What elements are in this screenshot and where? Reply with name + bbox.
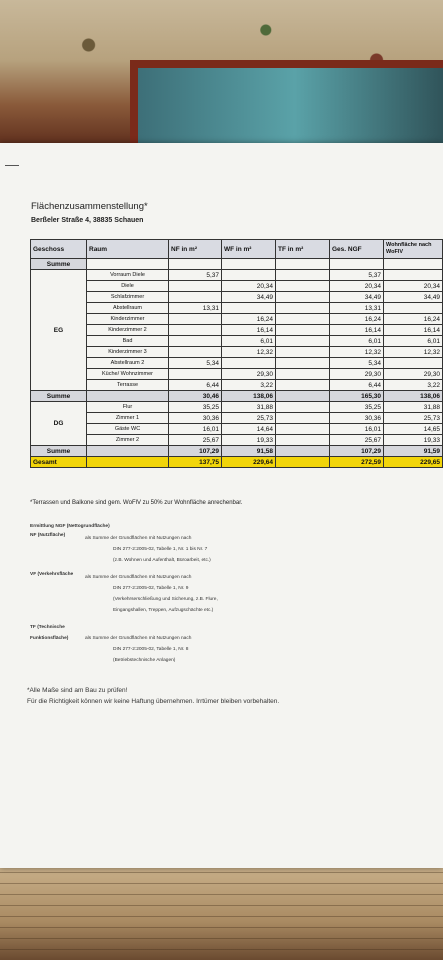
- area-value: [276, 270, 330, 281]
- area-value: 19,33: [384, 435, 443, 446]
- area-value: 6,01: [222, 336, 276, 347]
- definitions-heading: Ermittlung NGF (Nettogrundfläche): [30, 524, 110, 529]
- header-raum: Raum: [87, 240, 169, 259]
- area-value: 16,24: [330, 314, 384, 325]
- table-row: [31, 402, 443, 413]
- area-value: [276, 292, 330, 303]
- area-value: [276, 369, 330, 380]
- area-value: 20,34: [330, 281, 384, 292]
- room-name: Schlafzimmer: [87, 292, 169, 303]
- room-name: Zimmer 2: [87, 435, 169, 446]
- area-value: 5,37: [330, 270, 384, 281]
- area-value: 5,34: [169, 358, 222, 369]
- area-value: 6,01: [330, 336, 384, 347]
- area-value: 29,30: [384, 369, 443, 380]
- area-value: 16,14: [384, 325, 443, 336]
- room-name: Abstellraum 2: [87, 358, 169, 369]
- area-value: [276, 281, 330, 292]
- definition-tf: TF (Technische Funktionsfläche) als Summe der Grundflächen mit Nutzungen nach DIN 277-2:2005-02, Tabelle 1, Nr. 8 (Betriebstechnische Anlagen): [30, 625, 192, 663]
- area-value: [169, 336, 222, 347]
- room-name: Diele: [87, 281, 169, 292]
- area-value: [222, 303, 276, 314]
- table-row-dg-summe: Summe 107,29 91,58 107,29 91,59: [31, 446, 443, 457]
- area-value: 34,49: [222, 292, 276, 303]
- table-row: [31, 336, 443, 347]
- area-value: 5,34: [330, 358, 384, 369]
- header-tf: TF in m²: [276, 240, 330, 259]
- area-value: 35,25: [169, 402, 222, 413]
- background-photo-top: [0, 0, 443, 150]
- table-row: [31, 435, 443, 446]
- area-value: 34,49: [384, 292, 443, 303]
- dg-geschoss-label: DG: [31, 402, 87, 446]
- area-value: 6,44: [169, 380, 222, 391]
- area-value: [276, 424, 330, 435]
- area-value: 5,37: [169, 270, 222, 281]
- table-row: [31, 347, 443, 358]
- area-value: [384, 303, 443, 314]
- area-value: [169, 314, 222, 325]
- area-value: [276, 303, 330, 314]
- top-summe-label: Summe: [31, 259, 87, 270]
- definition-vf: VF (Verkehrsfläche als Summe der Grundflächen mit Nutzungen nach DIN 277-2:2005-02, Tabelle 1, Nr. 9 (Verkehrserschließung und Sicherung, z.B. Flure, Eingangshallen, Treppen, Aufzugschächte etc.): [30, 572, 218, 613]
- area-value: [276, 413, 330, 424]
- area-value: [276, 325, 330, 336]
- table-row: [31, 424, 443, 435]
- area-value: 6,44: [330, 380, 384, 391]
- table-row: [31, 303, 443, 314]
- room-name: Zimmer 1: [87, 413, 169, 424]
- document-address: Berßeler Straße 4, 38835 Schauen: [31, 217, 144, 224]
- area-value: 13,31: [330, 303, 384, 314]
- definition-nf: NF (Nutzfläche) als Summe der Grundflächen mit Nutzungen nach DIN 277-2:2005-02, Tabelle 1, Nr. 1 bis Nr. 7 (z.B. Wohnen und Aufenthalt, Büroarbeit, etc.): [30, 533, 211, 563]
- area-value: 14,65: [384, 424, 443, 435]
- area-value: [276, 435, 330, 446]
- area-value: [222, 358, 276, 369]
- table-row: [31, 358, 443, 369]
- area-value: 20,34: [384, 281, 443, 292]
- area-value: 16,14: [222, 325, 276, 336]
- area-value: 12,32: [222, 347, 276, 358]
- area-value: 29,30: [222, 369, 276, 380]
- table-row: [31, 281, 443, 292]
- area-value: [276, 347, 330, 358]
- area-value: 16,24: [384, 314, 443, 325]
- area-value: 3,22: [384, 380, 443, 391]
- area-value: [276, 358, 330, 369]
- table-row: [31, 292, 443, 303]
- area-value: 25,67: [330, 435, 384, 446]
- header-ngf: Ges. NGF: [330, 240, 384, 259]
- area-value: [384, 270, 443, 281]
- area-value: 30,36: [330, 413, 384, 424]
- area-table: [30, 239, 443, 468]
- area-value: 31,88: [222, 402, 276, 413]
- area-value: [222, 270, 276, 281]
- table-row: [31, 413, 443, 424]
- room-name: Küche/ Wohnzimmer: [87, 369, 169, 380]
- area-value: 25,73: [384, 413, 443, 424]
- corner-mark: [5, 165, 19, 166]
- room-name: Flur: [87, 402, 169, 413]
- area-value: [276, 402, 330, 413]
- area-value: 20,34: [222, 281, 276, 292]
- table-row-eg-summe: Summe 30,46 138,06 165,30 138,06: [31, 391, 443, 402]
- area-value: 6,01: [384, 336, 443, 347]
- room-name: Abstellraum: [87, 303, 169, 314]
- area-value: 16,01: [169, 424, 222, 435]
- table-header-row: [31, 240, 443, 259]
- area-value: 31,88: [384, 402, 443, 413]
- area-value: 25,73: [222, 413, 276, 424]
- document-page: [0, 143, 443, 868]
- area-value: 25,67: [169, 435, 222, 446]
- eg-section: [31, 270, 443, 391]
- area-value: 34,49: [330, 292, 384, 303]
- area-value: 16,24: [222, 314, 276, 325]
- header-wf: WF in m²: [222, 240, 276, 259]
- area-value: 35,25: [330, 402, 384, 413]
- area-value: 29,30: [330, 369, 384, 380]
- area-value: 16,01: [330, 424, 384, 435]
- area-value: 16,14: [330, 325, 384, 336]
- table-row: [31, 314, 443, 325]
- table-row: [31, 325, 443, 336]
- room-name: Terrasse: [87, 380, 169, 391]
- table-row-top-summe: [31, 259, 443, 270]
- area-value: 30,36: [169, 413, 222, 424]
- eg-geschoss-label: EG: [31, 270, 87, 391]
- area-value: [169, 325, 222, 336]
- area-value: [169, 347, 222, 358]
- terrace-footnote: *Terrassen und Balkone sind gem. WoFlV zu 50% zur Wohnfläche anrechenbar.: [30, 500, 243, 506]
- area-value: [276, 336, 330, 347]
- table-row: [31, 380, 443, 391]
- area-value: [169, 369, 222, 380]
- area-value: 13,31: [169, 303, 222, 314]
- ngf-definitions: [30, 521, 430, 672]
- table-row: [31, 369, 443, 380]
- room-name: Kinderzimmer: [87, 314, 169, 325]
- area-value: 14,64: [222, 424, 276, 435]
- disclaimer-notes: [27, 685, 279, 707]
- area-value: [169, 292, 222, 303]
- background-photo-bottom: [0, 865, 443, 960]
- room-name: Kinderzimmer 2: [87, 325, 169, 336]
- note-liability: Für die Richtigkeit können wir keine Haftung übernehmen. Irrtümer bleiben vorbehalten.: [27, 698, 280, 705]
- header-wohnflaeche: Wohnfläche nach WoFlV: [384, 240, 443, 259]
- area-value: [384, 358, 443, 369]
- room-name: Bad: [87, 336, 169, 347]
- table-row: [31, 270, 443, 281]
- area-value: 3,22: [222, 380, 276, 391]
- header-nf: NF in m²: [169, 240, 222, 259]
- room-name: Vorraum Diele: [87, 270, 169, 281]
- header-geschoss: Geschoss: [31, 240, 87, 259]
- note-measure: *Alle Maße sind am Bau zu prüfen!: [27, 687, 128, 694]
- table-row-gesamt: Gesamt 137,75 229,64 272,59 229,65: [31, 457, 443, 468]
- area-value: [276, 314, 330, 325]
- area-value: [276, 380, 330, 391]
- room-name: Gäste WC: [87, 424, 169, 435]
- area-value: 12,32: [330, 347, 384, 358]
- dg-section: [31, 402, 443, 446]
- room-name: Kinderzimmer 3: [87, 347, 169, 358]
- area-value: [169, 281, 222, 292]
- area-value: 19,33: [222, 435, 276, 446]
- document-title: Flächenzusammenstellung*: [31, 201, 148, 212]
- area-value: 12,32: [384, 347, 443, 358]
